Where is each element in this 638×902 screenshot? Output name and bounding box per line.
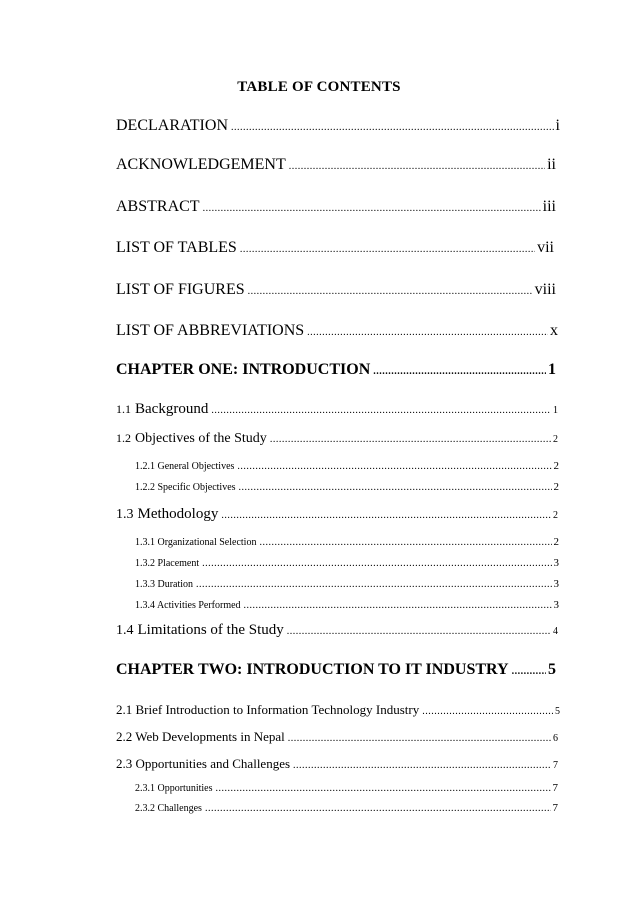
toc-section-1-3-3 [135, 578, 559, 590]
toc-entry-label: Limitations of the Study [137, 622, 284, 638]
toc-entry-page: 2 [553, 536, 559, 548]
toc-entry-label: 1.3.2 Placement [135, 558, 200, 569]
toc-entry-label: 1.3.1 Organizational Selection [135, 537, 257, 548]
toc-entry-page: 2 [553, 481, 559, 493]
dot-leader [240, 244, 535, 255]
toc-section-1-2-1 [135, 460, 559, 472]
toc-entry-page: 7 [553, 760, 558, 771]
toc-entry-label: CHAPTER ONE: INTRODUCTION [116, 361, 371, 378]
dot-leader [307, 327, 548, 338]
toc-entry-page: 1 [548, 361, 556, 378]
dot-leader [373, 366, 546, 377]
toc-section-1-2 [116, 431, 558, 447]
dot-leader [293, 760, 551, 771]
toc-entry-number: 1.1 [116, 402, 131, 416]
toc-section-1-3-2 [135, 557, 559, 569]
toc-entry-declaration [116, 117, 560, 135]
toc-entry-label: CHAPTER TWO: INTRODUCTION TO IT INDUSTRY [116, 661, 509, 678]
toc-entry-label: Background [135, 401, 209, 417]
dot-leader [211, 405, 551, 416]
toc-entry-page: 3 [553, 557, 559, 569]
toc-entry-label: 2.3.2 Challenges [135, 803, 202, 814]
toc-entry-acknowledgement [116, 156, 556, 174]
toc-section-2-3 [116, 756, 558, 772]
dot-leader [289, 161, 545, 172]
toc-entry-label: LIST OF TABLES [116, 239, 237, 256]
dot-leader [205, 803, 551, 814]
dot-leader [216, 783, 551, 794]
toc-entry-label: Methodology [137, 506, 219, 522]
dot-leader [270, 434, 551, 445]
toc-entry-page: viii [534, 281, 556, 298]
dot-leader [239, 482, 552, 493]
toc-entry-page: vii [537, 239, 554, 256]
toc-entry-page: ii [547, 156, 556, 173]
toc-entry-page: 4 [553, 626, 558, 637]
toc-entry-page: 2 [553, 510, 558, 521]
page-title: TABLE OF CONTENTS [237, 79, 401, 95]
toc-section-1-1 [116, 401, 558, 418]
toc-entry-label: 2.3.1 Opportunities [135, 783, 213, 794]
dot-leader [248, 286, 533, 297]
dot-leader [202, 558, 551, 569]
toc-entry-abstract [116, 198, 556, 216]
dot-leader [203, 203, 541, 214]
toc-entry-list-of-tables [116, 239, 554, 257]
toc-entry-label: 2.1 Brief Introduction to Information Technology Industry [116, 702, 420, 717]
toc-section-2-3-1 [135, 782, 558, 794]
toc-entry-list-of-abbreviations [116, 322, 558, 340]
toc-entry-label: ABSTRACT [116, 198, 200, 215]
dot-leader [231, 122, 554, 133]
toc-entry-page: 7 [552, 782, 558, 794]
toc-entry-label: LIST OF ABBREVIATIONS [116, 322, 305, 339]
toc-section-1-3 [116, 506, 558, 523]
toc-entry-page: 2 [553, 434, 558, 445]
toc-entry-page: iii [542, 198, 556, 215]
toc-entry-page: i [555, 117, 560, 134]
toc-entry-label: 1.3.3 Duration [135, 579, 194, 590]
toc-entry-page: x [550, 322, 558, 339]
toc-entry-label: DECLARATION [116, 117, 228, 134]
toc-entry-page: 5 [548, 661, 556, 678]
toc-entry-label: 1.3.4 Activities Performed [135, 600, 241, 611]
toc-entry-number: 1.4 [116, 623, 134, 638]
toc-entry-page: 1 [553, 405, 558, 416]
toc-chapter-one [116, 361, 556, 379]
toc-chapter-two [116, 661, 556, 679]
toc-entry-label: ACKNOWLEDGEMENT [116, 156, 286, 173]
toc-entry-page: 5 [555, 706, 560, 717]
toc-entry-page: 6 [553, 733, 558, 744]
dot-leader [237, 461, 551, 472]
dot-leader [244, 600, 552, 611]
toc-entry-list-of-figures [116, 281, 556, 299]
dot-leader [259, 537, 551, 548]
dot-leader [288, 733, 551, 744]
dot-leader [221, 510, 551, 521]
toc-entry-page: 3 [553, 599, 559, 611]
toc-entry-page: 2 [553, 460, 559, 472]
dot-leader [287, 626, 551, 637]
toc-entry-label: 1.2.2 Specific Objectives [135, 482, 236, 493]
toc-entry-page: 7 [552, 802, 558, 814]
toc-section-2-2 [116, 729, 558, 745]
toc-entry-page: 3 [553, 578, 559, 590]
toc-section-1-3-4 [135, 599, 559, 611]
toc-entry-number: 1.3 [116, 507, 134, 522]
toc-section-2-1 [116, 702, 560, 718]
toc-entry-label: 2.2 Web Developments in Nepal [116, 729, 285, 744]
toc-entry-label: LIST OF FIGURES [116, 281, 245, 298]
dot-leader [512, 666, 546, 677]
toc-entry-label: 1.2.1 General Objectives [135, 461, 235, 472]
toc-entry-number: 1.2 [116, 431, 131, 445]
toc-entry-label: Objectives of the Study [135, 431, 267, 446]
toc-section-1-3-1 [135, 536, 559, 548]
toc-section-1-2-2 [135, 481, 559, 493]
toc-section-1-4 [116, 622, 558, 639]
toc-entry-label: 2.3 Opportunities and Challenges [116, 756, 291, 771]
toc-section-2-3-2 [135, 802, 558, 814]
dot-leader [422, 706, 553, 717]
dot-leader [196, 579, 551, 590]
